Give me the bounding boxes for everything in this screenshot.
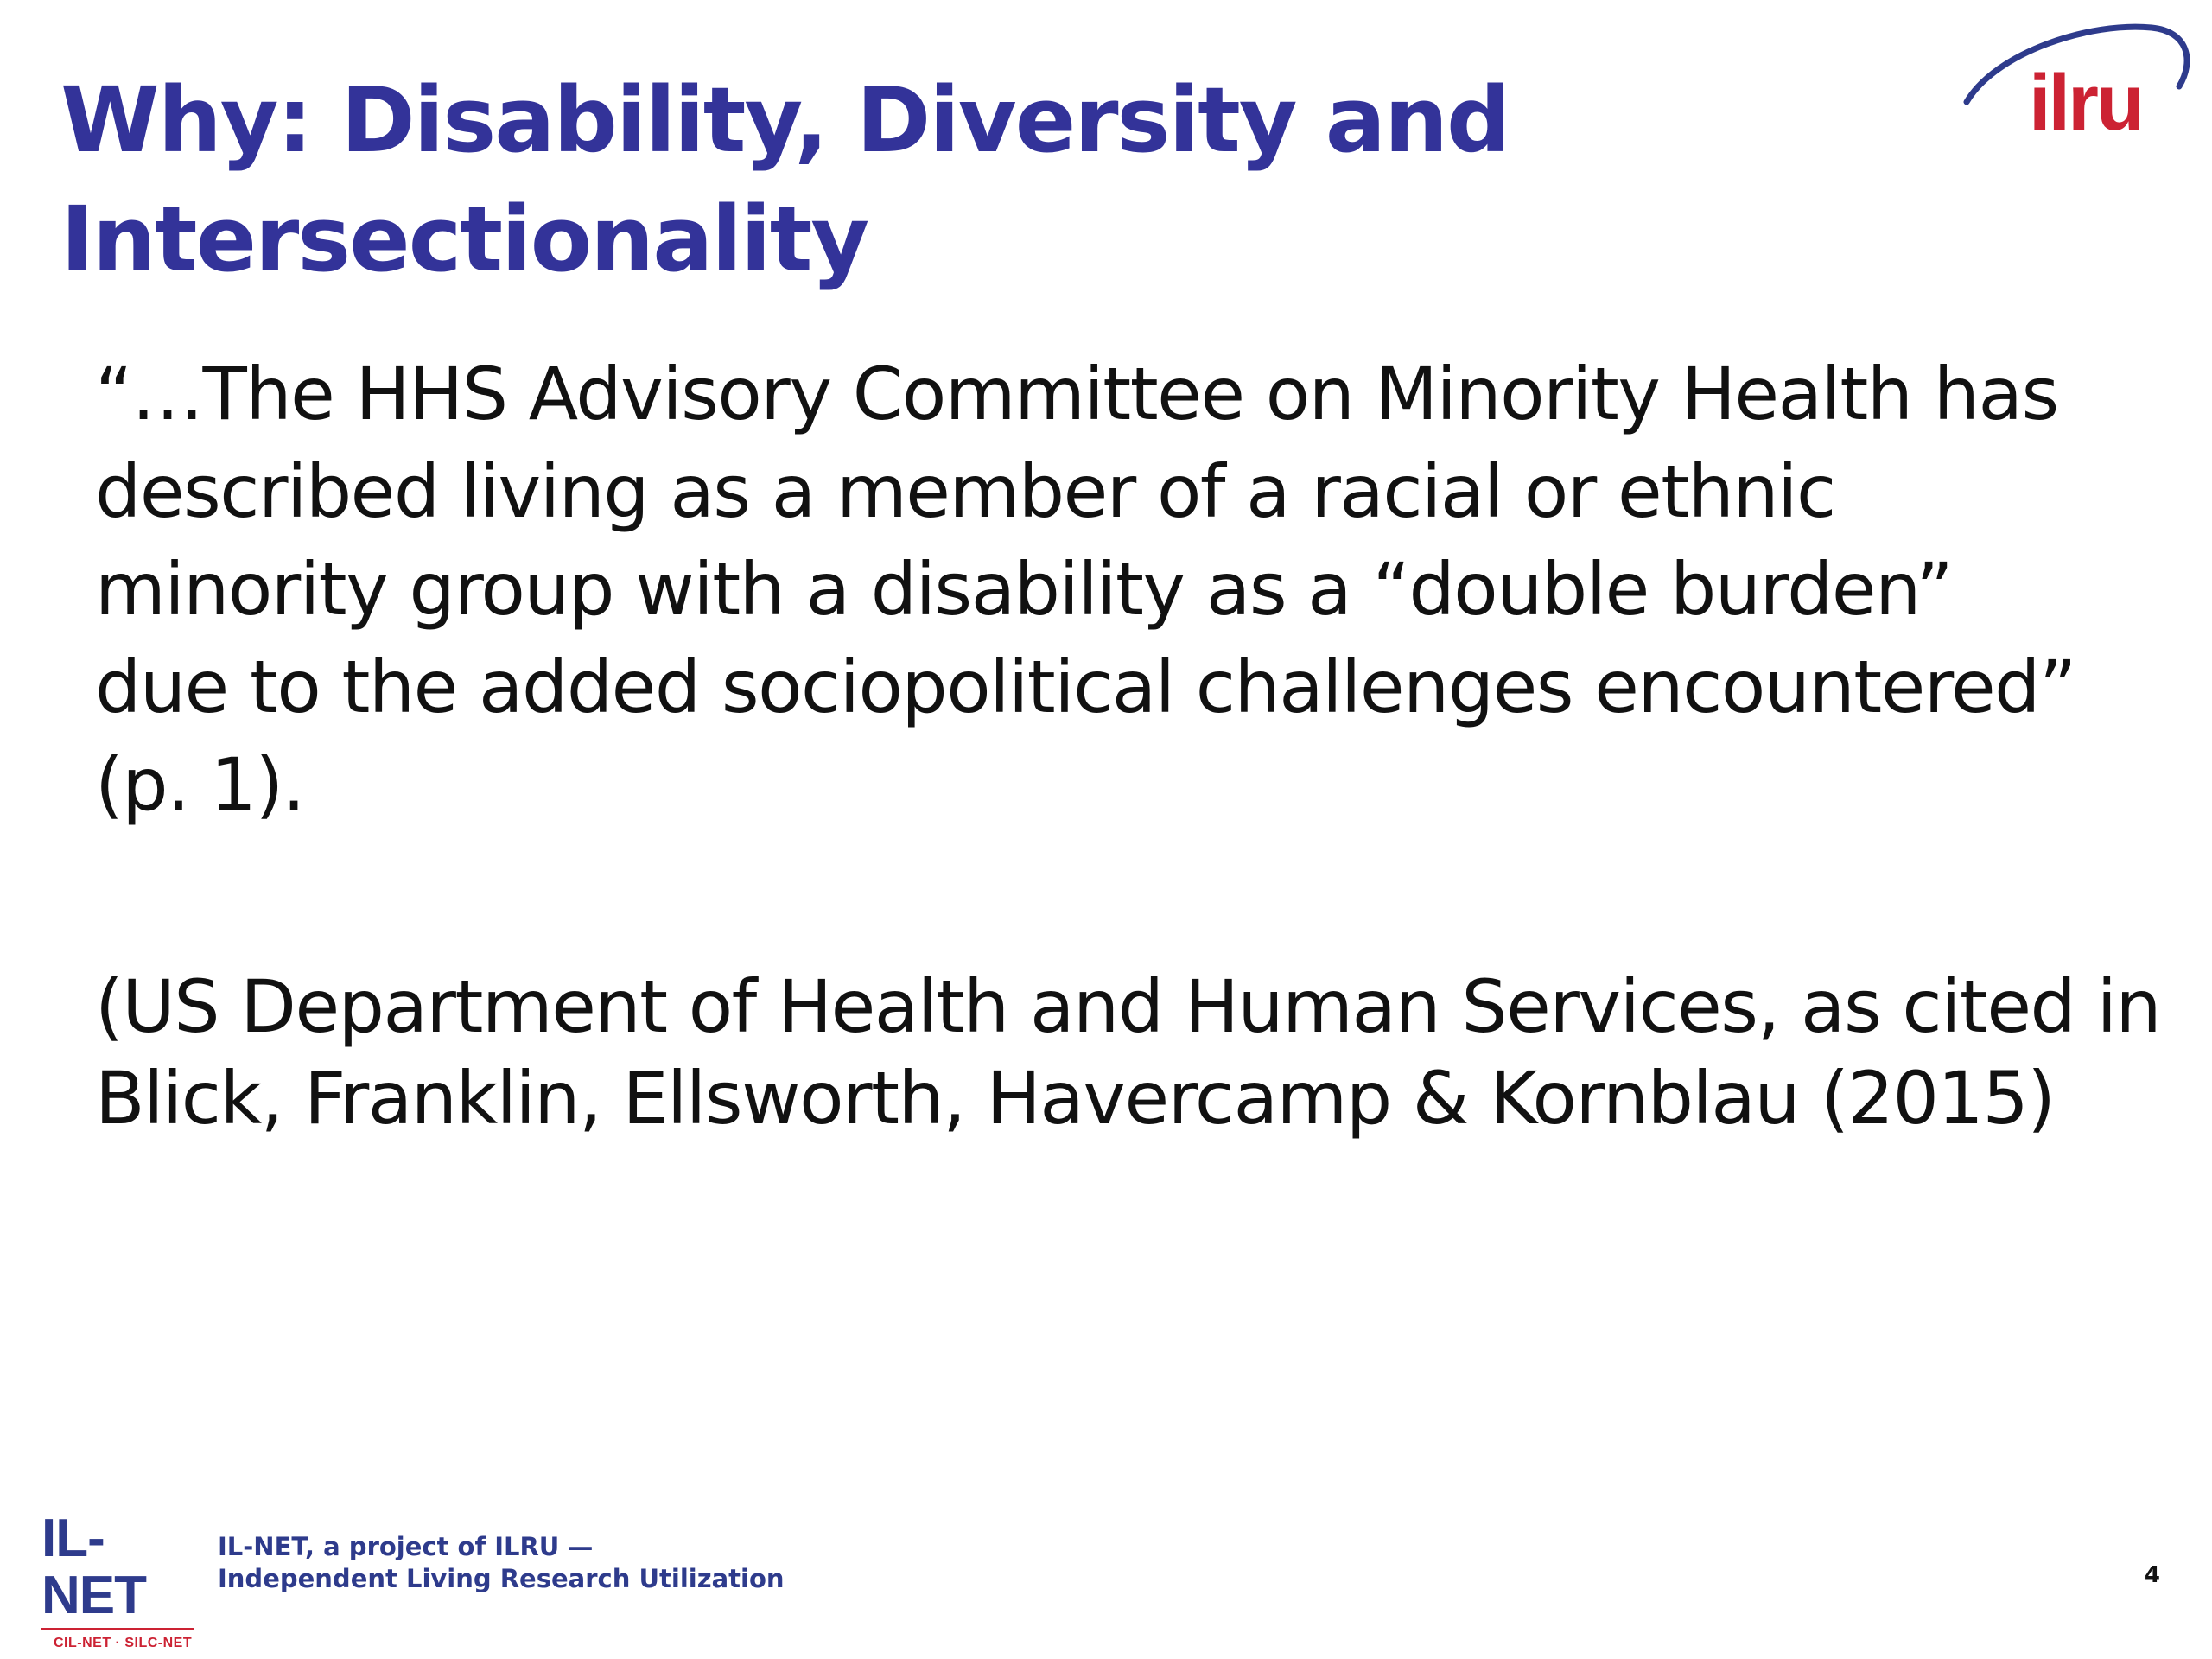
ilru-logo [1961,17,2195,147]
footer-text-line-1: IL-NET, a project of ILRU — [218,1532,594,1561]
slide-title-line-1: Why: Disability, Diversity and [60,67,1510,173]
footer-text [218,1531,785,1595]
page-number: 4 [2144,1562,2160,1588]
il-net-logo-rule [41,1628,194,1630]
citation-line-2: Blick, Franklin, Ellsworth, Havercamp & Kornblau (2015) [95,1056,2055,1141]
quote-line-4: due to the added sociopolitical challenges encountered” [95,645,2076,729]
quote-line-3: minority group with a disability as a “double burden” [95,547,1953,632]
footer-text-line-2: Independent Living Research Utilization [218,1564,785,1593]
ilru-logo-text: ilru [2029,59,2143,147]
il-net-logo [41,1509,206,1650]
citation-block [95,961,2161,1144]
quote-line-5: (p. 1). [95,742,304,827]
citation-line-1: (US Department of Health and Human Services, as cited in [95,964,2161,1049]
quote-line-1: “…The HHS Advisory Committee on Minority Health has [95,352,2058,436]
il-net-logo-text: IL-NET [41,1509,146,1625]
quote-line-2: described living as a member of a racial or ethnic [95,449,1835,534]
quote-block [95,346,2152,834]
slide-title-line-2: Intersectionality [60,187,868,292]
il-net-logo-subtext: CIL-NET · SILC-NET [54,1636,193,1650]
slide-title [60,60,1529,299]
